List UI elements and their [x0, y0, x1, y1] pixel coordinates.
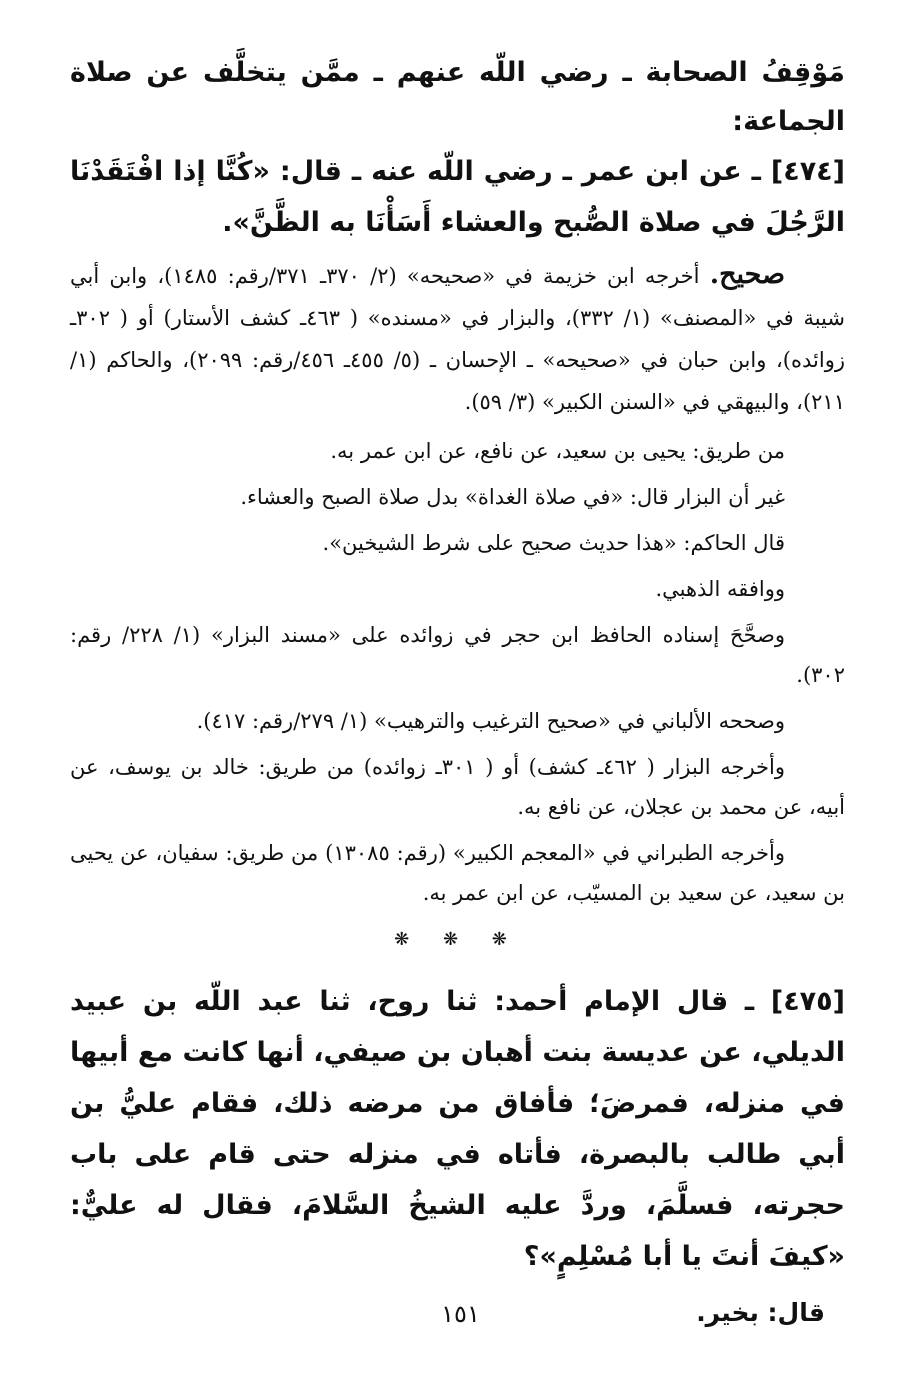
hadith-474 — [70, 146, 845, 248]
section-separator: ❋ ❋ ❋ — [394, 929, 521, 950]
note-line: ووافقه الذهبي. — [655, 577, 785, 601]
hadith-reply: قال: بخير. — [696, 1298, 825, 1327]
page-body — [70, 48, 845, 1338]
takhrij-text: أخرجه ابن خزيمة في «صحيحه» (٢/ ٣٧٠ـ ٣٧١/رقم: ١٤٨٥)، وابن أبي شيبة في «المصنف» (١/ ٣٣٢)، والبزار في «مسنده» ( ٤٦٣ـ كشف الأستار) أو ( ٣٠٢ـ زوائده)، وابن حبان في «صحيحه» ـ الإحسان ـ (٥/ ٤٥٥ـ ٤٥٦/رقم: ٢٠٩٩)، والحاكم (١/ ٢١١)، والبيهقي في «السنن الكبير» (٣/ ٥٩). — [70, 264, 845, 414]
note-line: وصححه الألباني في «صحيح الترغيب والترهيب» (١/ ٢٧٩/رقم: ٤١٧). — [196, 709, 785, 733]
note-line: من طريق: يحيى بن سعيد، عن نافع، عن ابن عمر به. — [330, 439, 785, 463]
note-line: وصحَّحَ إسناده الحافظ ابن حجر في زوائده على «مسند البزار» (١/ ٢٢٨/ رقم: ٣٠٢). — [70, 623, 845, 687]
note-line: غير أن البزار قال: «في صلاة الغداة» بدل صلاة الصبح والعشاء. — [240, 485, 785, 509]
hadith-number: [٤٧٤] — [770, 156, 846, 187]
hadith-text: ـ قال الإمام أحمد: ثنا روح، ثنا عبد اللّه بن عبيد الديلي، عن عديسة بنت أهبان بن صيفي، أنها كانت مع أبيها في منزله، فمرضَ؛ فأفاق من مرضه ذلك، فقام عليُّ بن أبي طالب بالبصرة، فأتاه في منزله حتى قام على باب حجرته، فسلَّمَ، وردَّ عليه الشيخُ السَّلامَ، فقال له عليٌّ: «كيفَ أنتَ يا أبا مُسْلِمٍ»؟ — [70, 986, 845, 1272]
note-line: قال الحاكم: «هذا حديث صحيح على شرط الشيخين». — [322, 531, 785, 555]
hadith-475 — [70, 976, 845, 1282]
section-heading: مَوْقِفُ الصحابة ـ رضي اللّه عنهم ـ ممَّن يتخلَّف عن صلاة الجماعة: — [70, 57, 845, 137]
note-line: وأخرجه الطبراني في «المعجم الكبير» (رقم: ١٣٠٨٥) من طريق: سفيان، عن يحيى بن سعيد، عن سعيد بن المسيّب، عن ابن عمر به. — [70, 841, 845, 905]
note-line: وأخرجه البزار ( ٤٦٢ـ كشف) أو ( ٣٠١ـ زوائده) من طريق: خالد بن يوسف، عن أبيه، عن محمد بن عجلان، عن نافع به. — [70, 755, 845, 819]
takhrij-paragraph — [70, 254, 845, 423]
page-number: ١٥١ — [441, 1300, 480, 1328]
hadith-number: [٤٧٥] — [770, 986, 845, 1017]
grade-label: صحيح. — [709, 259, 786, 290]
hadith-text: ـ عن ابن عمر ـ رضي اللّه عنه ـ قال: «كُنَّا إذا افْتَقَدْنَا الرَّجُلَ في صلاة الصُّبح والعشاء أَسَأْنَا به الظَّنَّ». — [70, 156, 845, 238]
